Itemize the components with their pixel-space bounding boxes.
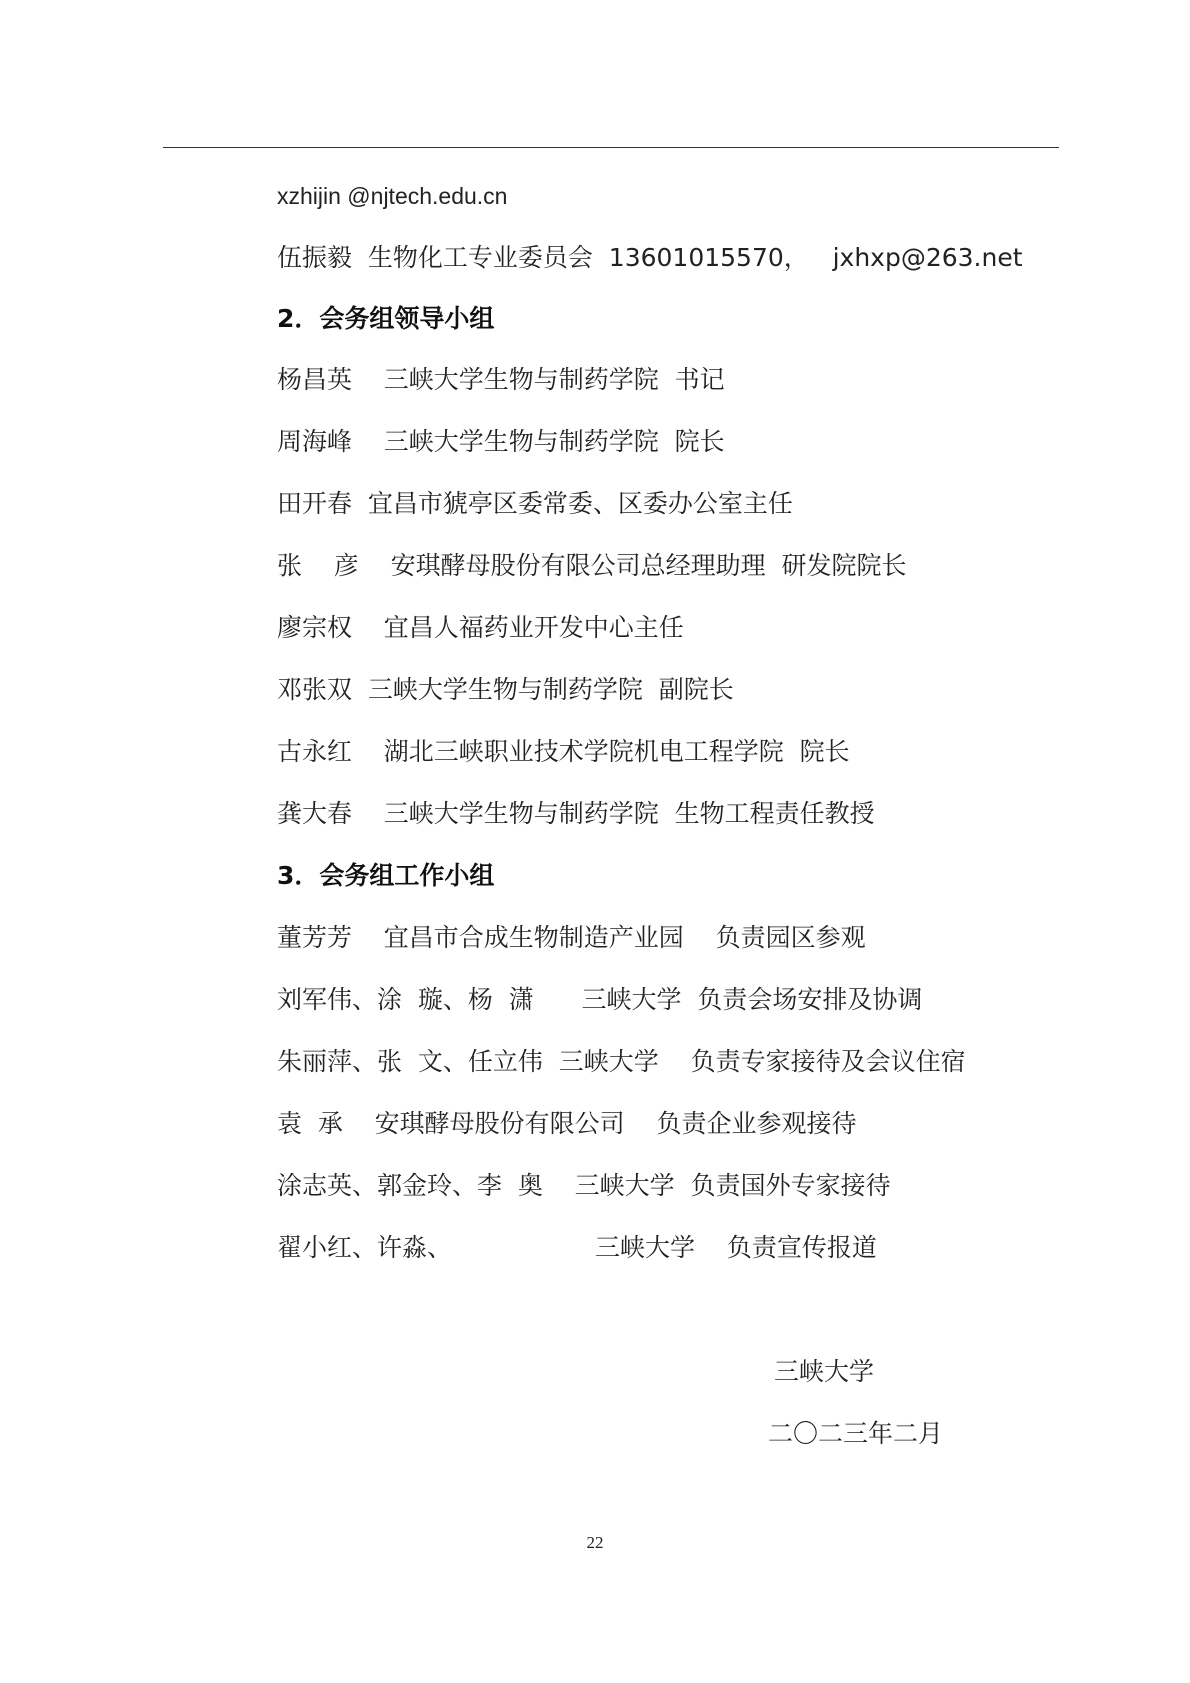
member-line: 杨昌英 三峡大学生物与制药学院 书记: [277, 365, 725, 394]
page-number: 22: [586, 1533, 604, 1552]
signature-organization: 三峡大学: [774, 1357, 875, 1386]
member-line: 廖宗权 宜昌人福药业开发中心主任: [277, 613, 684, 642]
member-line: 邓张双 三峡大学生物与制药学院 副院长: [277, 675, 734, 704]
member-line: 董芳芳 宜昌市合成生物制造产业园 负责园区参观: [277, 923, 866, 952]
member-line: 张 彦 安琪酵母股份有限公司总经理助理 研发院院长: [277, 551, 907, 580]
section-heading-leadership: 2．会务组领导小组: [277, 304, 495, 333]
email-line: xzhijin @njtech.edu.cn: [277, 183, 508, 209]
section-heading-working-group: 3．会务组工作小组: [277, 861, 495, 890]
member-line: 刘军伟、涂 璇、杨 潇 三峡大学 负责会场安排及协调: [277, 985, 923, 1014]
member-line: 袁 承 安琪酵母股份有限公司 负责企业参观接待: [277, 1109, 857, 1138]
member-line: 涂志英、郭金玲、李 奥 三峡大学 负责国外专家接待: [277, 1171, 891, 1200]
member-line: 翟小红、许淼、 三峡大学 负责宣传报道: [277, 1233, 877, 1262]
header-rule: [163, 147, 1059, 148]
member-line: 周海峰 三峡大学生物与制药学院 院长: [277, 427, 725, 456]
signature-date: 二〇二三年二月: [768, 1419, 944, 1448]
member-line: 古永红 湖北三峡职业技术学院机电工程学院 院长: [277, 737, 850, 766]
member-line: 朱丽萍、张 文、任立伟 三峡大学 负责专家接待及会议住宿: [277, 1047, 966, 1076]
member-line: 龚大春 三峡大学生物与制药学院 生物工程责任教授: [277, 799, 875, 828]
member-line: 田开春 宜昌市猇亭区委常委、区委办公室主任: [277, 489, 793, 518]
contact-line-wu: 伍振毅 生物化工专业委员会 13601015570， jxhxp@263.net: [277, 243, 1023, 272]
